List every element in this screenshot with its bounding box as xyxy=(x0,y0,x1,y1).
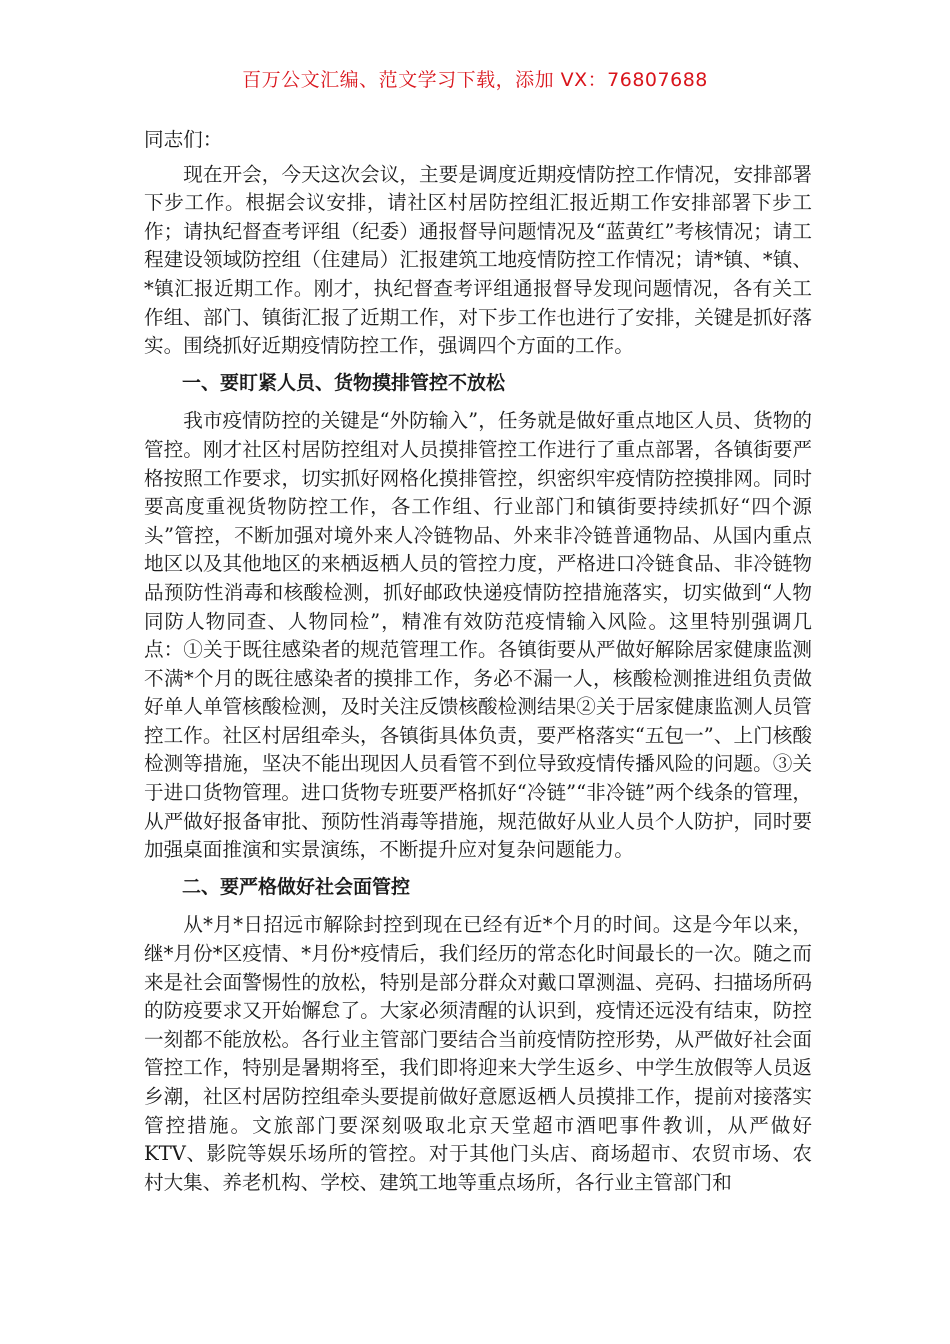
salutation: 同志们： xyxy=(144,128,223,151)
header-banner: 百万公文汇编、范文学习下载，添加 VX：76807688 xyxy=(242,69,708,91)
document-body xyxy=(144,126,812,1203)
section-2-paragraph: 从*月*日招远市解除封控到现在已经有近*个月的时间。这是今年以来，继*月份*区疫情、*月份*疫情后，我们经历的常态化时间最长的一次。随之而来是社会面警惕性的放松，特别是部分群众对戴口罩测温、亮码、扫描场所码的防疫要求又开始懈怠了。大家必须清醒的认识到，疫情还远没有结束，防控一刻都不能放松。各行业主管部门要结合当前疫情防控形势，从严做好社会面管控工作，特别是暑期将至，我们即将迎来大学生返乡、中学生放假等人员返乡潮，社区村居防控组牵头要提前做好意愿返栖人员摸排工作，提前对接落实管控措施。文旅部门要深刻吸取北京天堂超市酒吧事件教训，从严做好 KTV、影院等娱乐场所的管控。对于其他门头店、商场超市、农贸市场、农村大集、养老机构、学校、建筑工地等重点场所，各行业主管部门和 xyxy=(144,913,812,1194)
section-2-heading: 二、要严格做好社会面管控 xyxy=(182,875,411,898)
section-1-heading: 一、要盯紧人员、货物摸排管控不放松 xyxy=(182,371,506,394)
intro-paragraph: 现在开会，今天这次会议，主要是调度近期疫情防控工作情况，安排部署下步工作。根据会议安排，请社区村居防控组汇报近期工作安排部署下步工作；请执纪督查考评组（纪委）通报督导问题情况及“蓝黄红”考核情况；请工程建设领域防控组（住建局）汇报建筑工地疫情防控工作情况；请*镇、*镇、*镇汇报近期工作。刚才，执纪督查考评组通报督导发现问题情况，各有关工作组、部门、镇街汇报了近期工作，对下步工作也进行了安排，关键是抓好落实。围绕抓好近期疫情防控工作，强调四个方面的工作。 xyxy=(144,162,812,358)
section-1-paragraph: 我市疫情防控的关键是“外防输入”，任务就是做好重点地区人员、货物的管控。刚才社区村居防控组对人员摸排管控工作进行了重点部署，各镇街要严格按照工作要求，切实抓好网格化摸排管控，织密织牢疫情防控摸排网。同时要高度重视货物防控工作，各工作组、行业部门和镇街要持续抓好“四个源头”管控，不断加强对境外来人冷链物品、外来非冷链普通物品、从国内重点地区以及其他地区的来栖返栖人员的管控力度，严格进口冷链食品、非冷链物品预防性消毒和核酸检测，抓好邮政快递疫情防控措施落实，切实做到“人物同防人物同查、人物同检”，精准有效防范疫情输入风险。这里特别强调几点：①关于既往感染者的规范管理工作。各镇街要从严做好解除居家健康监测不满*个月的既往感染者的摸排工作，务必不漏一人，核酸检测推进组负责做好单人单管核酸检测，及时关注反馈核酸检测结果②关于居家健康监测人员管控工作。社区村居组牵头，各镇街具体负责，要严格落实“五包一”、上门核酸检测等措施，坚决不能出现因人员看管不到位导致疫情传播风险的问题。③关于进口货物管理。进口货物专班要严格抓好“冷链”“非冷链”两个线条的管理，从严做好报备审批、预防性消毒等措施，规范做好从业人员个人防护，同时要加强桌面推演和实景演练，不断提升应对复杂问题能力。 xyxy=(144,409,812,862)
